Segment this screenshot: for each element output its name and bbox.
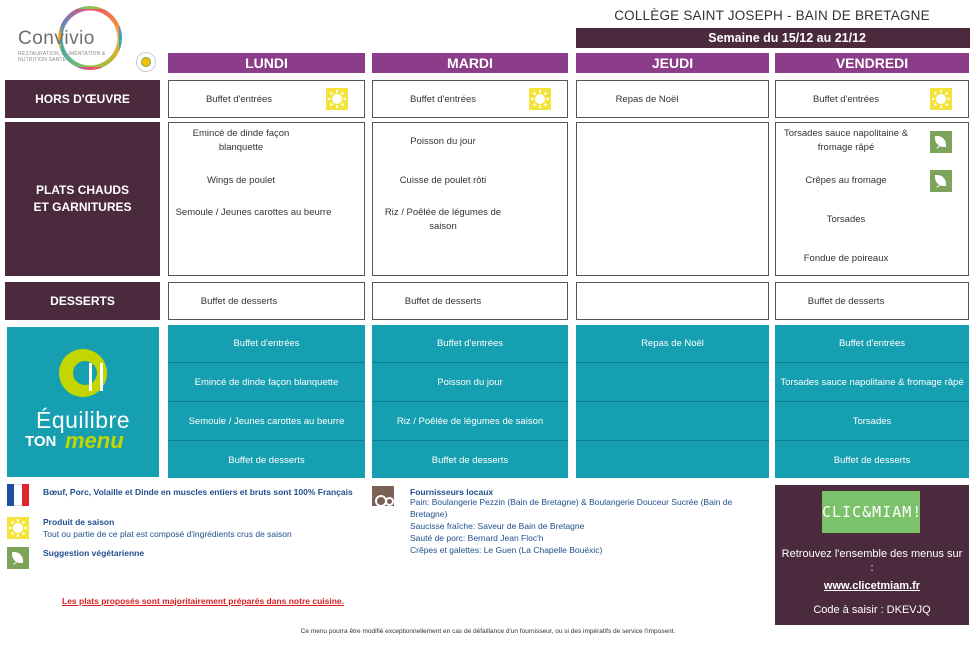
kitchen-note: Les plats proposés sont majoritairement préparés dans notre cuisine. (62, 596, 344, 606)
equilibre-ton: TON (25, 433, 57, 450)
equilibre-menu: menu (65, 428, 124, 453)
day-header-mardi: MARDI (372, 53, 568, 73)
clicetmiam-code: Code à saisir : DKEVJQ (813, 604, 931, 616)
plat-item: Emincé de dinde façon blanquette (192, 128, 290, 154)
equilibre-item: Torsades sauce napolitaine & fromage râpé (775, 364, 969, 402)
clicetmiam-logo: CLIC&MIAM! (822, 491, 920, 533)
equilibre-item: Buffet d'entrées (168, 325, 365, 363)
convivio-logo (8, 4, 128, 72)
cell-dessert-mardi: Buffet de desserts (372, 282, 568, 320)
equilibre-item: Buffet d'entrées (372, 325, 568, 363)
equilibre-item: Poisson du jour (372, 364, 568, 402)
plat-item: Cuisse de poulet rôti (399, 175, 487, 186)
sun-icon (930, 88, 952, 110)
equilibre-item (576, 442, 769, 480)
cell-plats-jeudi (576, 122, 769, 276)
leaf-icon (930, 170, 952, 192)
row-label-hors-oeuvre: HORS D'ŒUVRE (5, 80, 160, 118)
brand-name: Convivio (18, 28, 95, 49)
equilibre-col-mardi (372, 325, 568, 478)
clicetmiam-panel (775, 485, 969, 625)
cell-plats-mardi (372, 122, 568, 276)
cell-hors-vendredi: Buffet d'entrées (775, 80, 969, 118)
equilibre-item (576, 364, 769, 402)
cell-dessert-vendredi: Buffet de desserts (775, 282, 969, 320)
fournisseurs-title: Fournisseurs locaux (410, 487, 494, 497)
brand-tagline: RESTAURATION, ALIMENTATION & NUTRITION SANTÉ (18, 51, 106, 63)
label-badge-icon (136, 52, 156, 72)
sun-icon (529, 88, 551, 110)
tractor-icon (372, 486, 394, 506)
clicetmiam-line1: Retrouvez l'ensemble des menus sur (781, 548, 963, 560)
plat-item: Crêpes au fromage (805, 175, 887, 186)
cell-hors-lundi: Buffet d'entrées (168, 80, 365, 118)
leaf-icon (930, 131, 952, 153)
fournisseur-item: Crêpes et galettes: Le Guen (La Chapelle Bouëxic) (410, 545, 603, 555)
day-header-jeudi: JEUDI (576, 53, 769, 73)
equilibre-word: Équilibre (36, 407, 130, 433)
cell-dessert-jeudi (576, 282, 769, 320)
plat-item: Torsades (826, 214, 866, 225)
equilibre-ton-menu-logo (7, 327, 159, 477)
plat-item: Riz / Poêlée de légumes de saison (384, 207, 502, 233)
sun-icon (326, 88, 348, 110)
clicetmiam-line2: : (870, 562, 874, 574)
cell-plats-vendredi (775, 122, 969, 276)
clicetmiam-url-link[interactable]: www.clicetmiam.fr (823, 580, 921, 592)
equilibre-item: Repas de Noël (576, 325, 769, 363)
fournisseur-item: Sauté de porc: Bernard Jean Floc'h (410, 533, 544, 543)
equilibre-item: Emincé de dinde façon blanquette (168, 364, 365, 402)
equilibre-item: Buffet de desserts (431, 455, 509, 467)
cell-dessert-lundi: Buffet de desserts (168, 282, 365, 320)
equilibre-item: Riz / Poêlée de légumes de saison (372, 403, 568, 441)
legend-saison-title: Produit de saison (43, 517, 115, 527)
plat-item: Torsades sauce napolitaine & fromage râpé (783, 128, 909, 154)
legend-vegetarien: Suggestion végétarienne (43, 548, 145, 558)
equilibre-item: Semoule / Jeunes carottes au beurre (168, 403, 365, 441)
equilibre-item: Torsades (775, 403, 969, 441)
school-title: COLLÈGE SAINT JOSEPH - BAIN DE BRETAGNE (614, 8, 930, 23)
plat-item: Wings de poulet (206, 175, 276, 186)
equilibre-item: Buffet de desserts (228, 455, 305, 467)
day-header-vendredi: VENDREDI (775, 53, 969, 73)
cell-hors-jeudi: Repas de Noël (576, 80, 769, 118)
fournisseur-item: Pain: Boulangerie Pezzin (Bain de Bretagne) & Boulangerie Douceur Sucrée (Bain de Bretagne) (410, 497, 733, 519)
equilibre-item: Buffet d'entrées (775, 325, 969, 363)
plat-item: Fondue de poireaux (803, 253, 889, 264)
week-range: Semaine du 15/12 au 21/12 (576, 28, 970, 48)
equilibre-col-jeudi (576, 325, 769, 478)
row-label-plats: PLATS CHAUDS ET GARNITURES (5, 122, 160, 276)
row-label-desserts: DESSERTS (5, 282, 160, 320)
cell-hors-mardi: Buffet d'entrées (372, 80, 568, 118)
equilibre-col-lundi (168, 325, 365, 478)
fork-c-icon (59, 349, 107, 397)
fournisseur-item: Saucisse fraîche: Saveur de Bain de Bretagne (410, 521, 585, 531)
footer-disclaimer: Ce menu pourra être modifié exceptionnellement en cas de défaillance d'un fournisseur, ou si des impératifs de service l'imposent. (300, 628, 676, 635)
france-flag-icon (7, 484, 29, 506)
equilibre-item (576, 403, 769, 441)
legend-viande: Bœuf, Porc, Volaille et Dinde en muscles entiers et bruts sont 100% Français (43, 487, 353, 497)
cell-plats-lundi (168, 122, 365, 276)
sun-icon (7, 517, 29, 539)
day-header-lundi: LUNDI (168, 53, 365, 73)
equilibre-item: Buffet de desserts (833, 455, 911, 467)
plat-item: Poisson du jour (410, 136, 476, 147)
leaf-icon (7, 547, 29, 569)
legend-saison-desc: Tout ou partie de ce plat est composé d'ingrédients crus de saison (43, 529, 292, 539)
equilibre-col-vendredi (775, 325, 969, 478)
plat-item: Semoule / Jeunes carottes au beurre (175, 207, 332, 218)
